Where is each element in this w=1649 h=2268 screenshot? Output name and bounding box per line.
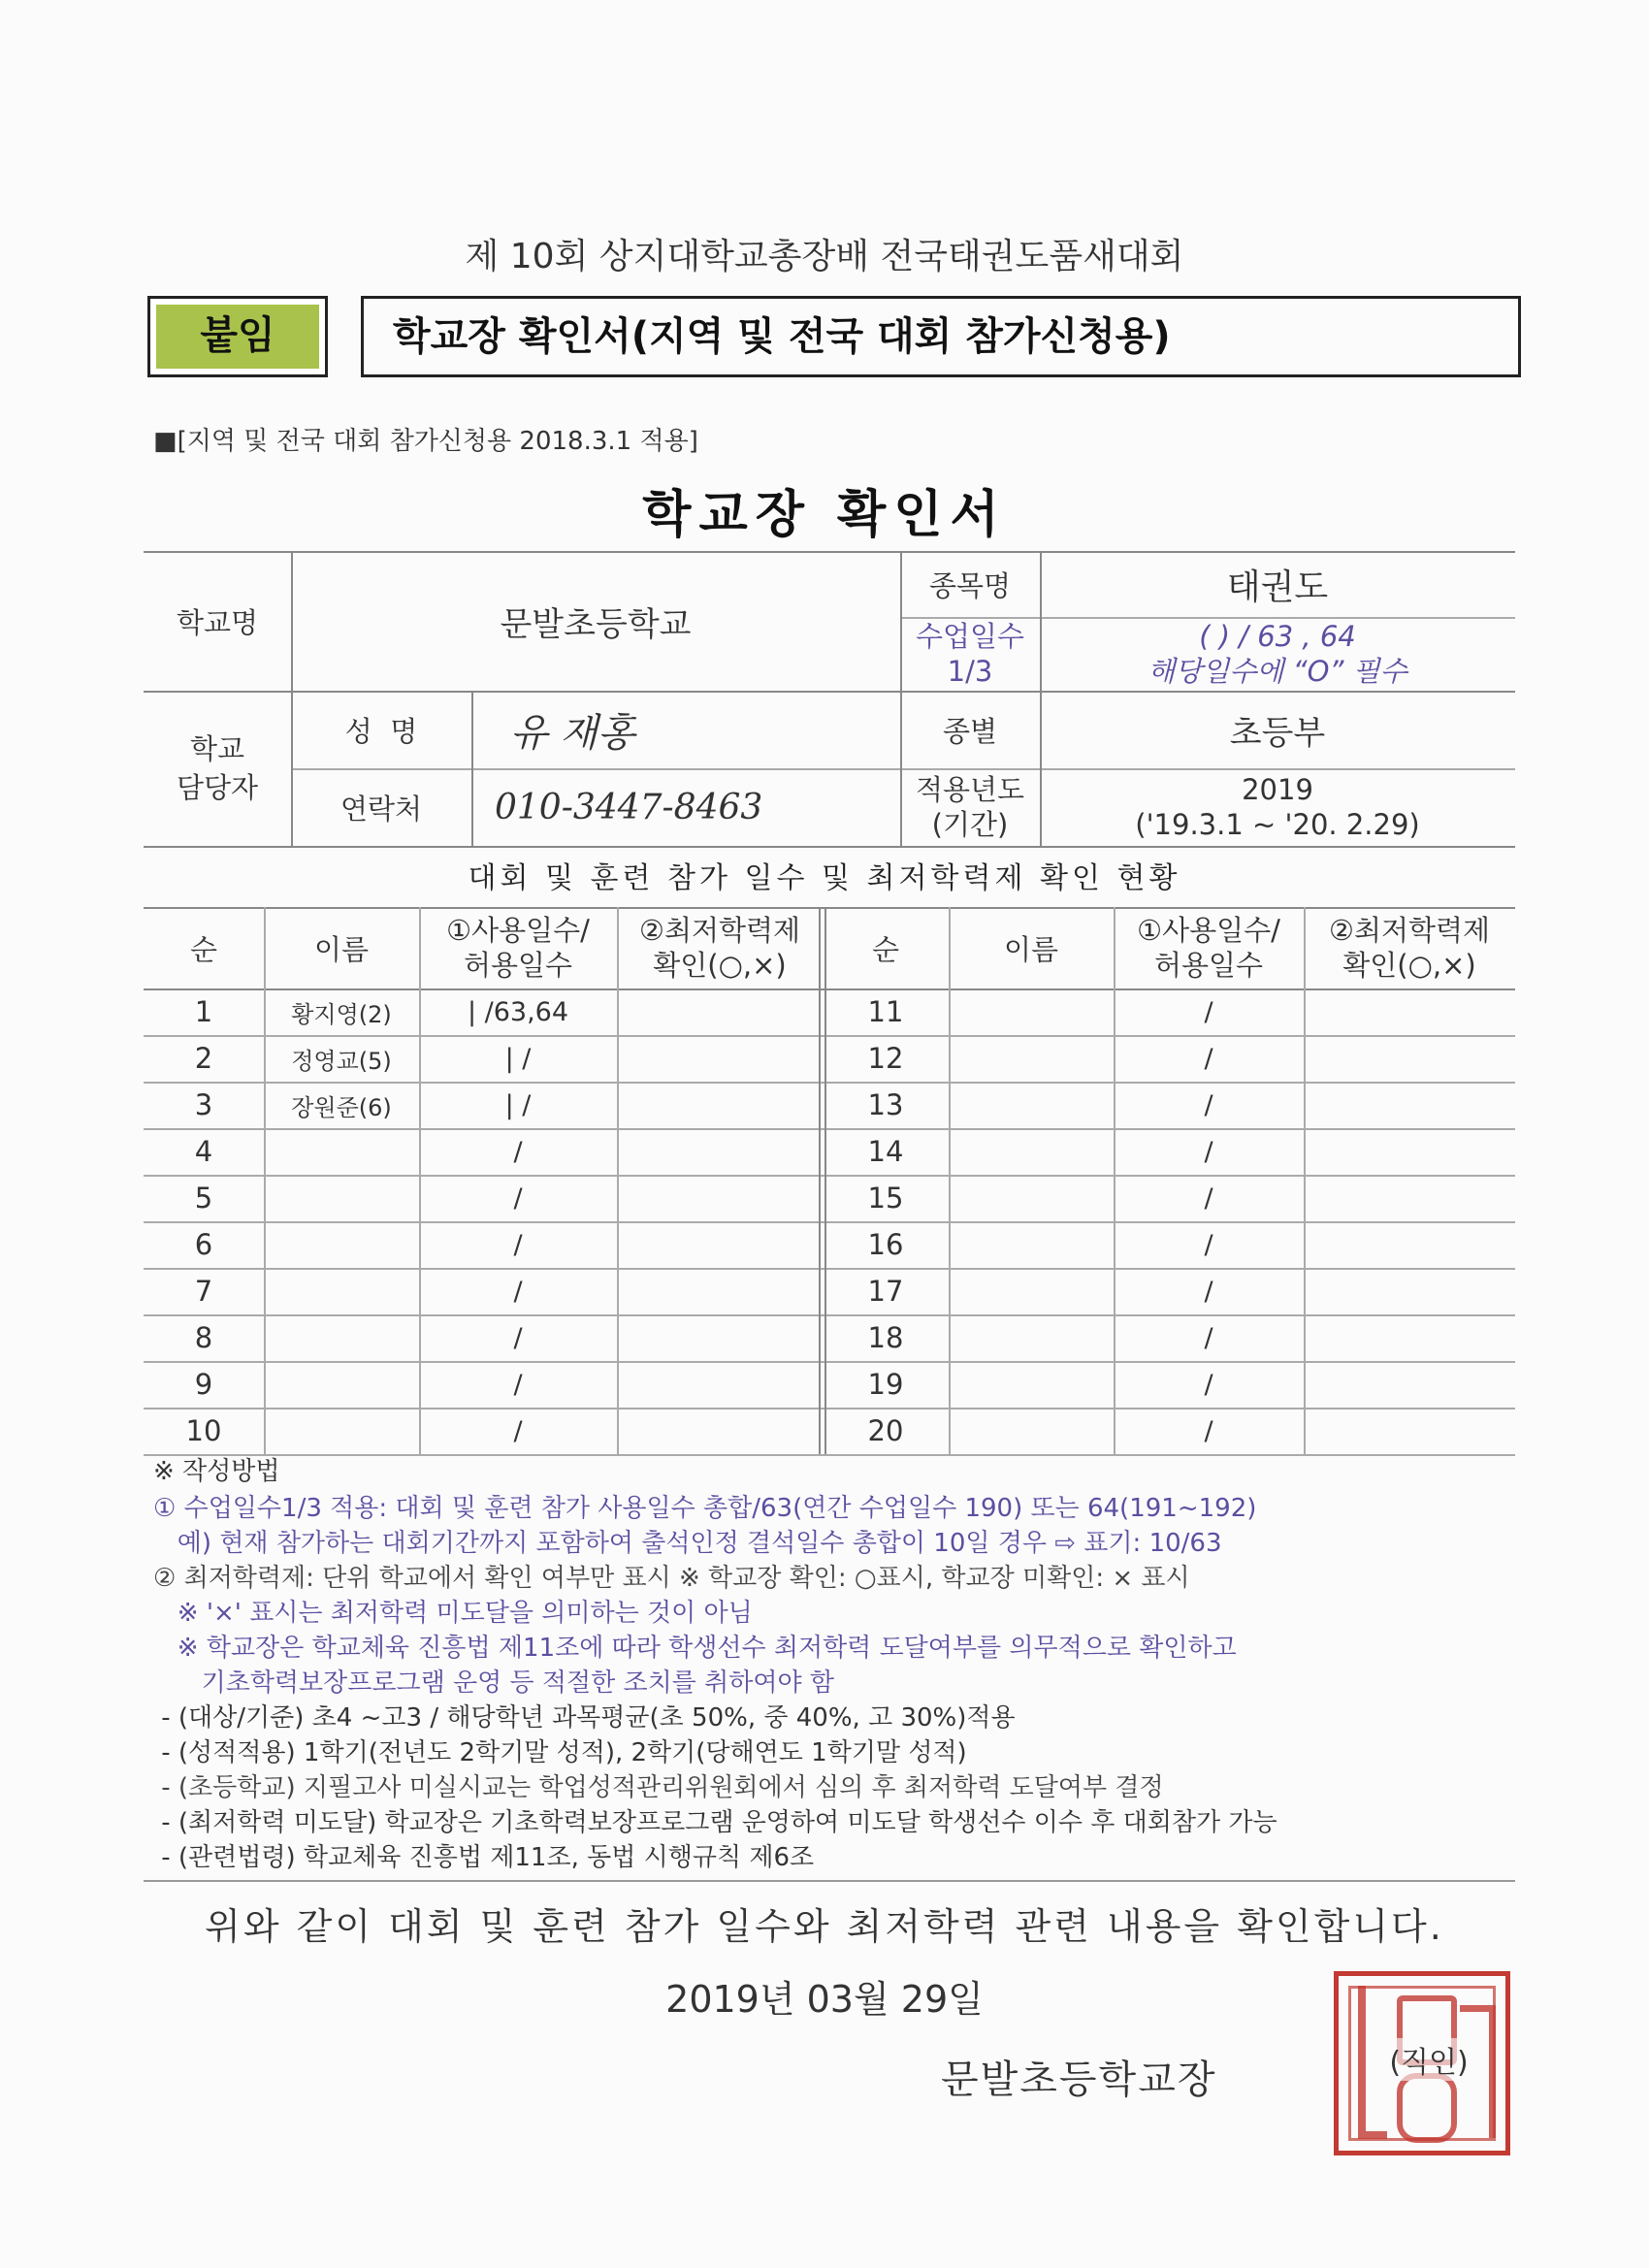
- instruction-line: - (최저학력 미도달) 학교장은 기초학력보장프로그램 운영하여 미도달 학생선수 이수 후 대회참가 가능: [153, 1808, 1277, 1837]
- year-label-line2: (기간): [931, 808, 1009, 841]
- row-number: 19: [867, 1368, 904, 1401]
- min-academic-check: [617, 1175, 823, 1221]
- min-academic-check: [617, 1314, 823, 1361]
- divider: [144, 1880, 1515, 1882]
- manager-label: [144, 691, 291, 846]
- row-number: 14: [867, 1135, 904, 1168]
- sport-value: 태권도: [1226, 567, 1329, 607]
- student-name: [949, 1221, 1114, 1268]
- student-name: [264, 1408, 419, 1454]
- min-academic-check: [1304, 1175, 1515, 1221]
- seal-label: (직인): [1385, 2038, 1472, 2081]
- used-days: /: [1204, 1089, 1213, 1120]
- days-label-line2: 1/3: [947, 655, 993, 688]
- header-used-days-line2: 허용일수: [463, 949, 573, 982]
- used-days: /: [513, 1136, 523, 1167]
- row-number: 3: [194, 1088, 213, 1121]
- attach-label: 붙임: [156, 305, 319, 369]
- days-value-line1: ( ) / 63 , 64: [1199, 620, 1356, 653]
- row-number: 8: [194, 1321, 213, 1354]
- main-title: 학교장 확인서: [642, 486, 1007, 544]
- instructions-heading: ※ 작성방법: [153, 1457, 280, 1486]
- instruction-line: 기초학력보장프로그램 운영 등 적절한 조치를 취하여야 함: [153, 1669, 834, 1698]
- student-name: 정영교(5): [291, 1047, 392, 1075]
- used-days: /: [513, 1322, 523, 1353]
- min-academic-check: [1304, 1408, 1515, 1454]
- instruction-line: - (대상/기준) 초4 ~고3 / 해당학년 과목평균(초 50%, 중 40%, 고 30%)적용: [153, 1703, 1016, 1733]
- instruction-line: 예) 현재 참가하는 대회기간까지 포함하여 출석인정 결석일수 총합이 10일 경우 ⇨ 표기: 10/63: [153, 1529, 1222, 1558]
- student-name: [264, 1128, 419, 1175]
- instruction-line: ※ '×' 표시는 최저학력 미도달을 의미하는 것이 아님: [153, 1599, 753, 1628]
- row-number: 6: [194, 1228, 213, 1261]
- used-days: | /: [504, 1043, 532, 1074]
- manager-label-line1: 학교: [189, 732, 245, 765]
- year-value: [1040, 768, 1515, 846]
- student-name: [949, 988, 1114, 1035]
- school-value: 문발초등학교: [500, 604, 692, 644]
- row-number: 4: [194, 1135, 213, 1168]
- student-name: [264, 1175, 419, 1221]
- student-name: [949, 1361, 1114, 1408]
- used-days: | /: [504, 1089, 532, 1120]
- divider: [144, 846, 1515, 848]
- row-number: 10: [185, 1414, 222, 1447]
- used-days: /: [513, 1183, 523, 1214]
- used-days: /: [513, 1369, 523, 1400]
- row-number: 20: [867, 1414, 904, 1447]
- name-value: 유 재홍: [510, 710, 635, 756]
- principal-name: 문발초등학교장: [941, 2057, 1217, 2102]
- min-academic-check: [1304, 988, 1515, 1035]
- student-name: [949, 1408, 1114, 1454]
- used-days: /: [513, 1415, 523, 1446]
- days-value-line2: 해당일수에 “O” 필수: [1148, 655, 1407, 688]
- header-used-days-line1: ①사용일수/: [446, 914, 590, 947]
- row-number: 1: [194, 995, 213, 1028]
- row-number: 15: [867, 1182, 904, 1215]
- student-name: [949, 1128, 1114, 1175]
- row-number: 18: [867, 1321, 904, 1354]
- manager-label-line2: 담당자: [176, 771, 259, 804]
- row-number: 5: [194, 1182, 213, 1215]
- header-name: 이름: [313, 932, 370, 966]
- seal-stamp: [1334, 1971, 1510, 2155]
- contact-value: 010-3447-8463: [495, 787, 763, 827]
- min-academic-check: [617, 1128, 823, 1175]
- used-days: /: [1204, 1276, 1213, 1307]
- min-academic-check: [617, 1035, 823, 1082]
- row-number: 16: [867, 1228, 904, 1261]
- min-academic-check: [1304, 1361, 1515, 1408]
- min-academic-check: [1304, 1268, 1515, 1314]
- contact-label: 연락처: [340, 792, 423, 826]
- confirm-text: 위와 같이 대회 및 훈련 참가 일수와 최저학력 관련 내용을 확인합니다.: [205, 1905, 1444, 1948]
- year-label: [900, 768, 1040, 846]
- header-min-academic: [1304, 907, 1515, 988]
- student-name: [949, 1314, 1114, 1361]
- row-number: 9: [194, 1368, 213, 1401]
- min-academic-check: [617, 1361, 823, 1408]
- min-academic-check: [617, 1082, 823, 1128]
- min-academic-check: [617, 988, 823, 1035]
- contest-title: 제 10회 상지대학교총장배 전국태권도품새대회: [465, 237, 1184, 276]
- used-days: /: [513, 1276, 523, 1307]
- student-name: [264, 1314, 419, 1361]
- instruction-line: ① 수업일수1/3 적용: 대회 및 훈련 참가 사용일수 총합/63(연간 수업일수 190) 또는 64(191~192): [153, 1494, 1257, 1523]
- instruction-line: - (성적적용) 1학기(전년도 2학기말 성적), 2학기(당해연도 1학기말 성적): [153, 1738, 967, 1767]
- header-used-days-line1: ①사용일수/: [1137, 914, 1280, 947]
- name-label: 성 명: [344, 714, 418, 748]
- attach-badge: [147, 296, 328, 377]
- header-min-academic-line2: 확인(○,×): [1342, 949, 1476, 982]
- row-number: 2: [194, 1042, 213, 1075]
- used-days: /: [1204, 1229, 1213, 1260]
- header-used-days-line2: 허용일수: [1153, 949, 1264, 982]
- instruction-line: - (초등학교) 지필고사 미실시교는 학업성적관리위원회에서 심의 후 최저학력 도달여부 결정: [153, 1773, 1164, 1802]
- seal-glyph: [1358, 1986, 1387, 2139]
- used-days: /: [1204, 996, 1213, 1027]
- min-academic-check: [617, 1408, 823, 1454]
- min-academic-check: [1304, 1035, 1515, 1082]
- header-min-academic-line1: ②최저학력제: [1328, 914, 1491, 947]
- days-label: [900, 617, 1040, 691]
- student-name: [949, 1082, 1114, 1128]
- school-label: 학교명: [176, 605, 259, 639]
- header-min-academic-line1: ②최저학력제: [638, 914, 801, 947]
- info-table: [144, 551, 1515, 847]
- year-value-line1: 2019: [1242, 773, 1313, 806]
- header-min-academic: [617, 907, 823, 988]
- sport-label: 종목명: [928, 568, 1012, 602]
- used-days: /: [513, 1229, 523, 1260]
- used-days: /: [1204, 1369, 1213, 1400]
- sub-note: ■[지역 및 전국 대회 참가신청용 2018.3.1 적용]: [153, 427, 698, 456]
- instruction-line: ② 최저학력제: 단위 학교에서 확인 여부만 표시 ※ 학교장 확인: ○표시, 학교장 미확인: × 표시: [153, 1564, 1190, 1593]
- min-academic-check: [1304, 1128, 1515, 1175]
- header-no: 순: [871, 932, 899, 966]
- row-number: 12: [867, 1042, 904, 1075]
- row-number: 17: [867, 1275, 904, 1308]
- student-name: [264, 1268, 419, 1314]
- date: 2019년 03월 29일: [665, 1978, 984, 2021]
- instructions: [153, 1452, 1511, 1875]
- instruction-line: - (관련법령) 학교체육 진흥법 제11조, 동법 시행규칙 제6조: [153, 1843, 815, 1872]
- used-days: /: [1204, 1322, 1213, 1353]
- student-name: [949, 1268, 1114, 1314]
- row-number: 13: [867, 1088, 904, 1121]
- seal-glyph: [1397, 2073, 1457, 2143]
- used-days: /: [1204, 1415, 1213, 1446]
- instruction-line: ※ 학교장은 학교체육 진흥법 제11조에 따라 학생선수 최저학력 도달여부를 의무적으로 확인하고: [153, 1634, 1237, 1663]
- used-days: /: [1204, 1136, 1213, 1167]
- division-label: 종별: [942, 714, 998, 748]
- student-name: [949, 1175, 1114, 1221]
- used-days: /: [1204, 1043, 1213, 1074]
- min-academic-check: [1304, 1221, 1515, 1268]
- row-number: 7: [194, 1275, 213, 1308]
- doc-title: 학교장 확인서(지역 및 전국 대회 참가신청용): [361, 296, 1521, 377]
- used-days: | /63,64: [467, 996, 569, 1027]
- header-no: 순: [189, 932, 217, 966]
- min-academic-check: [617, 1268, 823, 1314]
- used-days: /: [1204, 1183, 1213, 1214]
- participation-table: [144, 907, 1515, 1455]
- year-value-line2: ('19.3.1 ~ '20. 2.29): [1135, 808, 1420, 841]
- header-used-days: [419, 907, 617, 988]
- student-name: 황지영(2): [291, 1000, 392, 1028]
- student-name: 장원준(6): [291, 1093, 392, 1121]
- min-academic-check: [1304, 1082, 1515, 1128]
- division-value: 초등부: [1229, 713, 1326, 753]
- year-label-line1: 적용년도: [915, 773, 1025, 806]
- student-name: [949, 1035, 1114, 1082]
- section-title: 대회 및 훈련 참가 일수 및 최저학력제 확인 현황: [468, 861, 1181, 895]
- min-academic-check: [617, 1221, 823, 1268]
- header-used-days: [1114, 907, 1304, 988]
- header-min-academic-line2: 확인(○,×): [653, 949, 787, 982]
- student-name: [264, 1361, 419, 1408]
- row-number: 11: [867, 995, 904, 1028]
- min-academic-check: [1304, 1314, 1515, 1361]
- student-name: [264, 1221, 419, 1268]
- days-label-line1: 수업일수: [915, 620, 1025, 653]
- header-name: 이름: [1003, 932, 1059, 966]
- days-value: [1040, 617, 1515, 691]
